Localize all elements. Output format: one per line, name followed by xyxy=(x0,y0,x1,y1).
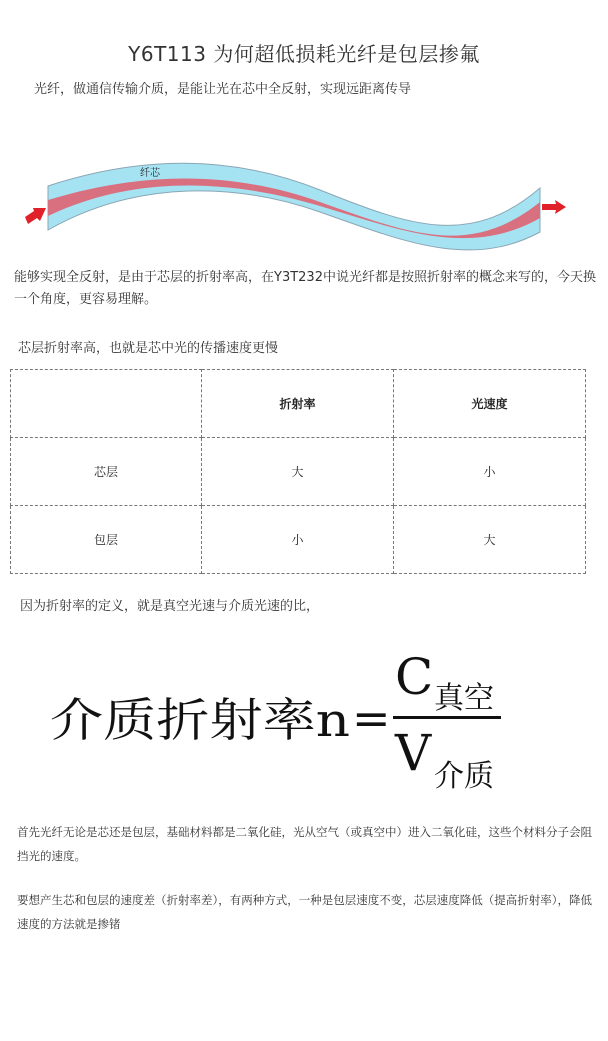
output-arrow-icon xyxy=(542,200,566,214)
paragraph-speed-difference: 要想产生芯和包层的速度差（折射率差），有两种方式，一种是包层速度不变，芯层速度降低（提高折射率），降低速度的方法就是掺锗 xyxy=(17,893,592,931)
definition-paragraph: 因为折射率的定义，就是真空光速与介质光速的比， xyxy=(20,599,320,614)
paragraph-silica-base: 首先光纤无论是芯还是包层，基础材料都是二氧化硅，光从空气（或真空中）进入二氧化硅，这些个材料分子会阻挡光的速度。 xyxy=(17,825,592,863)
table-cell: 小 xyxy=(394,438,586,506)
table-header-cell: 光速度 xyxy=(394,370,586,438)
table-caption: 芯层折射率高，也就是芯中光的传播速度更慢 xyxy=(18,341,279,356)
intro-paragraph: 光纤，做通信传输介质，是能让光在芯中全反射，实现远距离传导 xyxy=(34,82,412,97)
formula-equals: = xyxy=(352,691,391,745)
refraction-table xyxy=(10,369,586,574)
article-title: Y6T113 为何超低损耗光纤是包层掺氟 xyxy=(128,42,480,66)
table-header-row xyxy=(11,370,586,438)
refractive-index-formula xyxy=(50,650,530,800)
table-header-cell: 折射率 xyxy=(202,370,394,438)
formula-numerator: C xyxy=(395,650,434,706)
table-row xyxy=(11,506,586,574)
formula-lhs: 介质折射率n xyxy=(50,693,350,747)
table-row xyxy=(11,438,586,506)
input-arrow-icon xyxy=(25,208,46,224)
formula-denominator-subscript: 介质 xyxy=(434,759,494,794)
fiber-diagram xyxy=(20,150,580,255)
fraction-bar xyxy=(393,716,501,719)
table-cell: 小 xyxy=(202,506,394,574)
formula-denominator: V xyxy=(395,724,432,782)
formula-numerator-subscript: 真空 xyxy=(434,681,494,716)
table-cell: 芯层 xyxy=(11,438,202,506)
table-header-cell xyxy=(11,370,202,438)
paragraph-total-reflection: 能够实现全反射，是由于芯层的折射率高，在Y3T232中说光纤都是按照折射率的概念来写的，今天换一个角度，更容易理解。 xyxy=(14,270,596,307)
table-cell: 大 xyxy=(394,506,586,574)
table-cell: 包层 xyxy=(11,506,202,574)
table-cell: 大 xyxy=(202,438,394,506)
fiber-core-label: 纤芯 xyxy=(140,168,160,179)
